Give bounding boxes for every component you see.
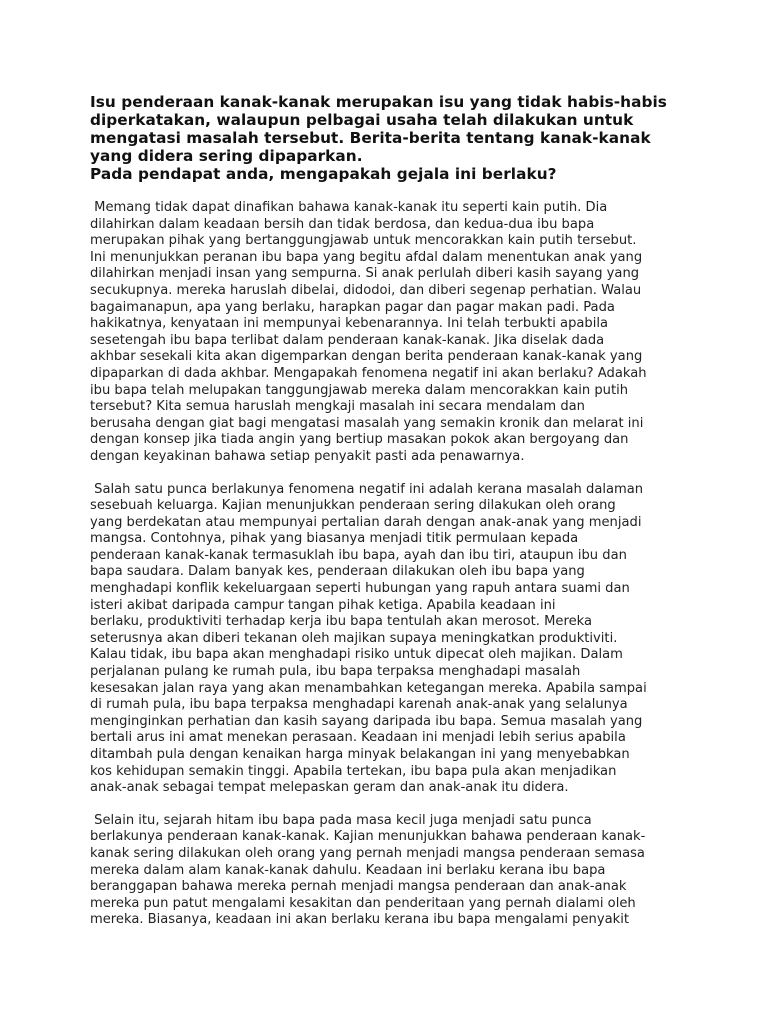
paragraph-line: seterusnya akan diberi tekanan oleh majikan supaya meningkatkan produktiviti. [90,630,618,646]
paragraph-line: Kalau tidak, ibu bapa akan menghadapi risiko untuk dipecat oleh majikan. Dalam [90,647,623,663]
title-line: Isu penderaan kanak-kanak merupakan isu yang tidak habis-habis [90,93,667,111]
paragraph-line: sesetengah ibu bapa terlibat dalam penderaan kanak-kanak. Jika diselak dada [90,332,605,348]
paragraph-line: kos kehidupan semakin tinggi. Apabila tertekan, ibu bapa pula akan menjadikan [90,763,617,779]
paragraph-line: di rumah pula, ibu bapa terpaksa menghadapi karenah anak-anak yang selalunya [90,697,628,713]
title-line: mengatasi masalah tersebut. Berita-berita tentang kanak-kanak [90,129,651,147]
paragraph-line: dipaparkan di dada akhbar. Mengapakah fenomena negatif ini akan berlaku? Adakah [90,365,647,381]
title-line: yang didera sering dipaparkan. [90,147,363,165]
paragraph-line: merupakan pihak yang bertanggungjawab untuk mencorakkan kain putih tersebut. [90,233,637,249]
paragraph-line: beranggapan bahawa mereka pernah menjadi mangsa penderaan dan anak-anak [90,879,627,895]
paragraph-1 [90,200,690,466]
paragraph-line: akhbar sesekali kita akan digemparkan dengan berita penderaan kanak-kanak yang [90,349,643,365]
paragraph-line: dilahirkan menjadi insan yang sempurna. Si anak perlulah diberi kasih sayang yang [90,266,640,282]
paragraphs-container [90,200,690,929]
paragraph-line: berlakunya penderaan kanak-kanak. Kajian menunjukkan bahawa penderaan kanak- [90,829,646,845]
paragraph-line: mereka pun patut mengalami kesakitan dan penderitaan yang pernah dialami oleh [90,895,636,911]
title-line: diperkatakan, walaupun pelbagai usaha telah dilakukan untuk [90,111,634,129]
paragraph-line: Selain itu, sejarah hitam ibu bapa pada masa kecil juga menjadi satu punca [90,812,592,828]
paragraph-line: ibu bapa telah melupakan tanggungjawab mereka dalam mencorakkan kain putih [90,382,629,398]
paragraph-line: berlaku, produktiviti terhadap kerja ibu bapa tentulah akan merosot. Mereka [90,614,593,630]
paragraph-line: penderaan kanak-kanak termasuklah ibu bapa, ayah dan ibu tiri, ataupun ibu dan [90,547,627,563]
paragraph-line: mangsa. Contohnya, pihak yang biasanya menjadi titik permulaan kepada [90,531,579,547]
paragraph-line: anak-anak sebagai tempat melepaskan geram dan anak-anak itu didera. [90,780,569,796]
paragraph-line: bapa saudara. Dalam banyak kes, penderaan dilakukan oleh ibu bapa yang [90,564,585,580]
paragraph-line: kanak sering dilakukan oleh orang yang pernah menjadi mangsa penderaan semasa [90,845,645,861]
paragraph-line: sesebuah keluarga. Kajian menunjukkan penderaan sering dilakukan oleh orang [90,498,616,514]
paragraph-line: Memang tidak dapat dinafikan bahawa kanak-kanak itu seperti kain putih. Dia [90,200,608,215]
paragraph-3 [90,813,690,929]
paragraph-line: mereka dalam alam kanak-kanak dahulu. Keadaan ini berlaku kerana ibu bapa [90,862,606,878]
paragraph-line: secukupnya. mereka haruslah dibelai, didodoi, dan diberi segenap perhatian. Walau [90,282,642,298]
paragraph-line: dengan keyakinan bahawa setiap penyakit pasti ada penawarnya. [90,448,525,464]
paragraph-line: berusaha dengan giat bagi mengatasi masalah yang semakin kronik dan melarat ini [90,415,644,431]
paragraph-line: perjalanan pulang ke rumah pula, ibu bapa terpaksa menghadapi masalah [90,664,581,680]
essay-title [90,93,690,183]
paragraph-line: isteri akibat daripada campur tangan pihak ketiga. Apabila keadaan ini [90,597,556,613]
document-body [90,93,690,929]
paragraph-line: kesesakan jalan raya yang akan menambahkan ketegangan mereka. Apabila sampai [90,680,647,696]
paragraph-line: menginginkan perhatian dan kasih sayang daripada ibu bapa. Semua masalah yang [90,713,643,729]
paragraph-line: ditambah pula dengan kenaikan harga minyak belakangan ini yang menyebabkan [90,747,630,762]
paragraph-line: hakikatnya, kenyataan ini mempunyai kebenarannya. Ini telah terbukti apabila [90,316,609,332]
paragraph-2 [90,482,690,797]
title-line: Pada pendapat anda, mengapakah gejala ini berlaku? [90,165,557,183]
paragraph-line: menghadapi konflik kekeluargaan seperti hubungan yang rapuh antara suami dan [90,581,630,597]
paragraph-line: bertali arus ini amat menekan perasaan. Keadaan ini menjadi lebih serius apabila [90,730,626,746]
paragraph-line: yang berdekatan atau mempunyai pertalian darah dengan anak-anak yang menjadi [90,514,642,530]
paragraph-line: Ini menunjukkan peranan ibu bapa yang begitu afdal dalam menentukan anak yang [90,249,643,265]
paragraph-line: tersebut? Kita semua haruslah mengkaji masalah ini secara mendalam dan [90,399,585,415]
paragraph-line: bagaimanapun, apa yang berlaku, harapkan pagar dan pagar makan padi. Pada [90,299,615,315]
paragraph-line: mereka. Biasanya, keadaan ini akan berlaku kerana ibu bapa mengalami penyakit [90,912,629,928]
paragraph-line: Salah satu punca berlakunya fenomena negatif ini adalah kerana masalah dalaman [90,481,644,497]
paragraph-line: dengan konsep jika tiada angin yang bertiup masakan pokok akan bergoyang dan [90,432,629,448]
paragraph-line: dilahirkan dalam keadaan bersih dan tidak berdosa, dan kedua-dua ibu bapa [90,216,595,232]
